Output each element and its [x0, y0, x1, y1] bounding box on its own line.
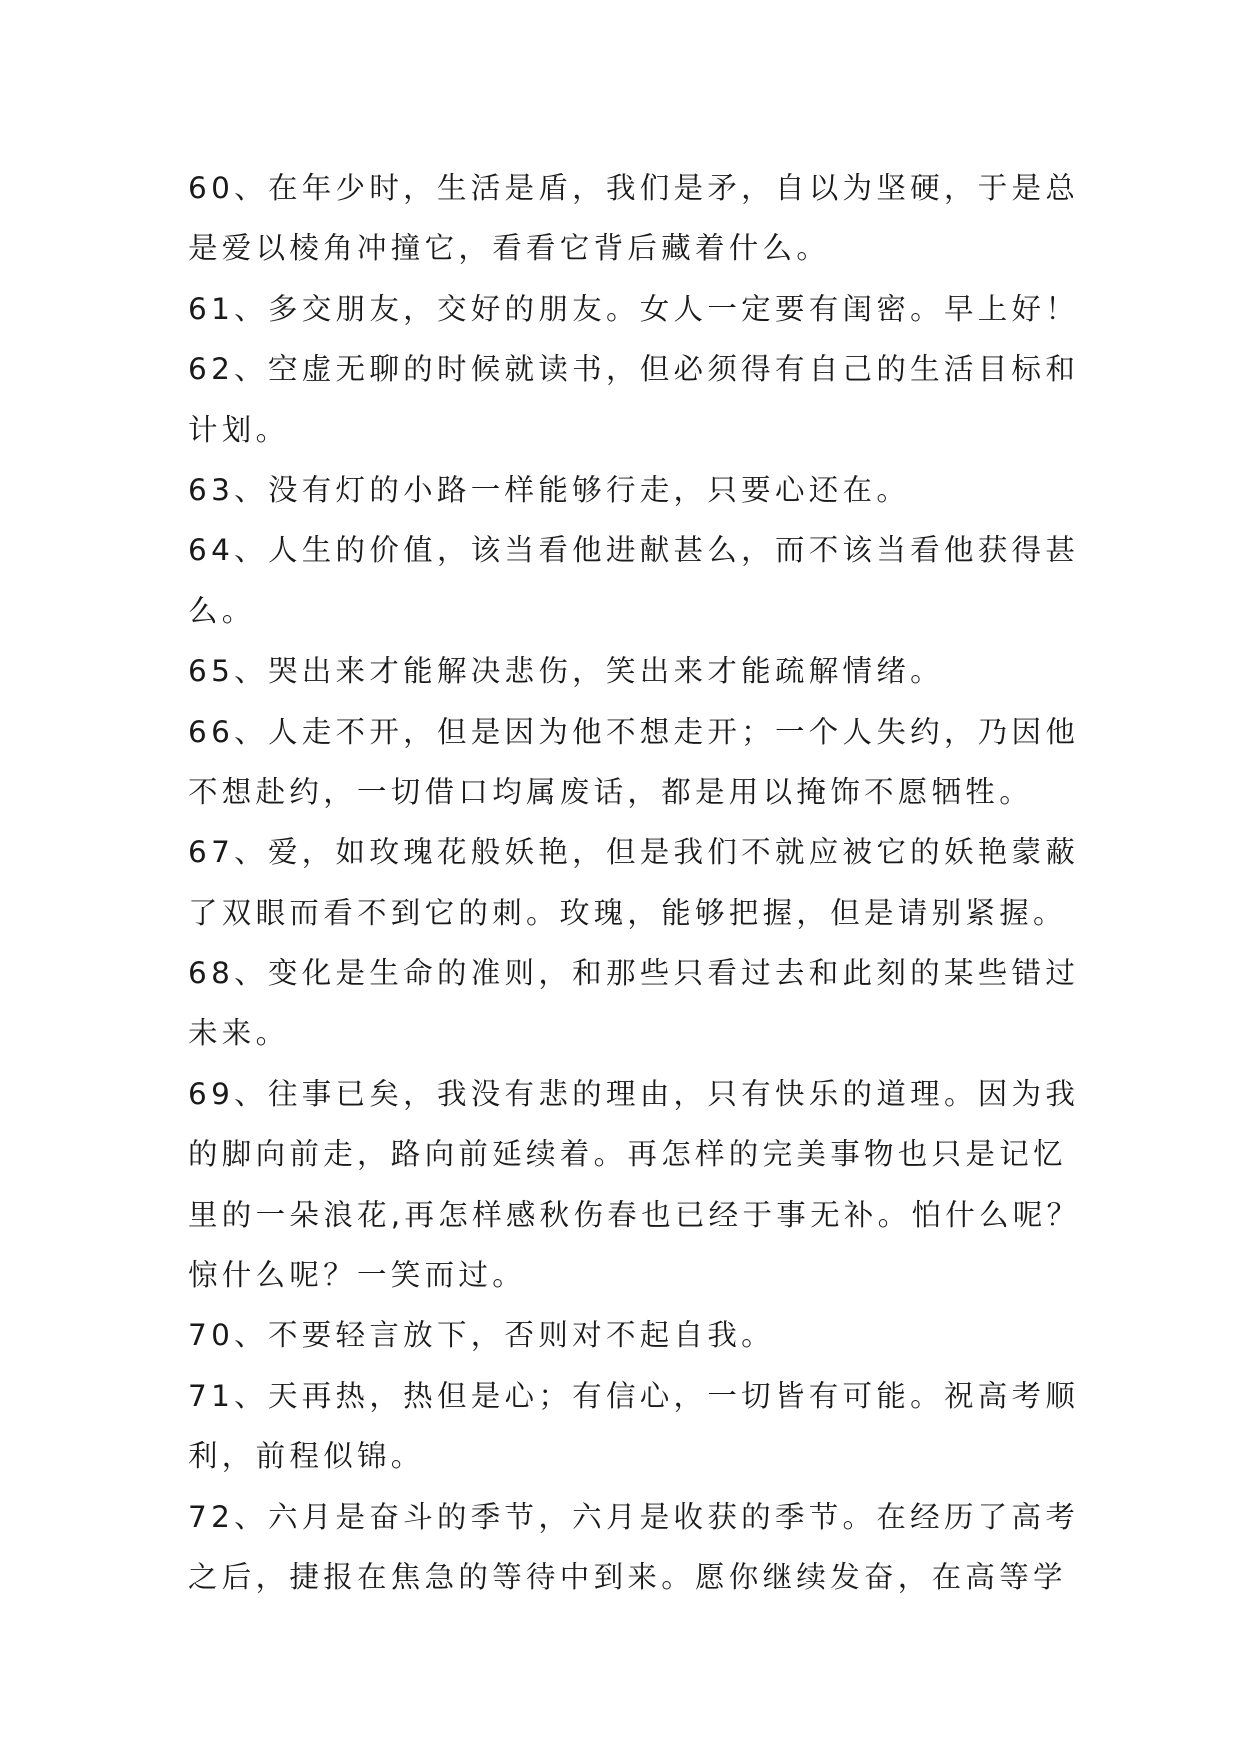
text-line: 利，前程似锦。	[188, 1439, 425, 1474]
text-line: 60、在年少时，生活是盾，我们是矛，自以为坚硬，于是总	[188, 171, 1080, 205]
text-line: 69、往事已矣，我没有悲的理由，只有快乐的道理。因为我	[188, 1076, 1080, 1111]
text-line: 不想赴约，一切借口均属废话，都是用以掩饰不愿牺牲。	[188, 774, 1034, 809]
text-line: 66、人走不开，但是因为他不想走开；一个人失约，乃因他	[188, 714, 1080, 749]
text-line: 惊什么呢？一笑而过。	[188, 1258, 527, 1293]
text-line: 62、空虚无聊的时候就读书，但必须得有自己的生活目标和	[188, 352, 1080, 387]
text-line: 63、没有灯的小路一样能够行走，只要心还在。	[188, 472, 911, 507]
text-line: 65、哭出来才能解决悲伤，笑出来才能疏解情绪。	[188, 654, 944, 689]
text-line: 70、不要轻言放下，否则对不起自我。	[188, 1318, 775, 1353]
text-line: 的脚向前走，路向前延续着。再怎样的完美事物也只是记忆	[188, 1137, 1067, 1172]
text-line: 之后，捷报在焦急的等待中到来。愿你继续发奋，在高等学	[188, 1559, 1067, 1594]
text-line: 64、人生的价值，该当看他进献甚么，而不该当看他获得甚	[188, 533, 1080, 568]
text-line: 么。	[188, 593, 256, 628]
text-line: 了双眼而看不到它的刺。玫瑰，能够把握，但是请别紧握。	[188, 895, 1067, 930]
text-line: 未来。	[188, 1016, 290, 1051]
text-line: 61、多交朋友，交好的朋友。女人一定要有闺密。早上好！	[188, 291, 1080, 326]
text-line: 71、天再热，热但是心；有信心，一切皆有可能。祝高考顺	[188, 1378, 1080, 1413]
text-line: 计划。	[188, 412, 290, 447]
text-line: 67、爱，如玫瑰花般妖艳，但是我们不就应被它的妖艳蒙蔽	[188, 835, 1080, 870]
text-line: 里的一朵浪花,再怎样感秋伤春也已经于事无补。怕什么呢？	[188, 1197, 1081, 1232]
document-body	[188, 158, 1081, 1607]
text-line: 72、六月是奋斗的季节，六月是收获的季节。在经历了高考	[188, 1499, 1080, 1534]
text-line: 是爱以棱角冲撞它，看看它背后藏着什么。	[188, 231, 831, 266]
text-line: 68、变化是生命的准则，和那些只看过去和此刻的某些错过	[188, 956, 1080, 991]
